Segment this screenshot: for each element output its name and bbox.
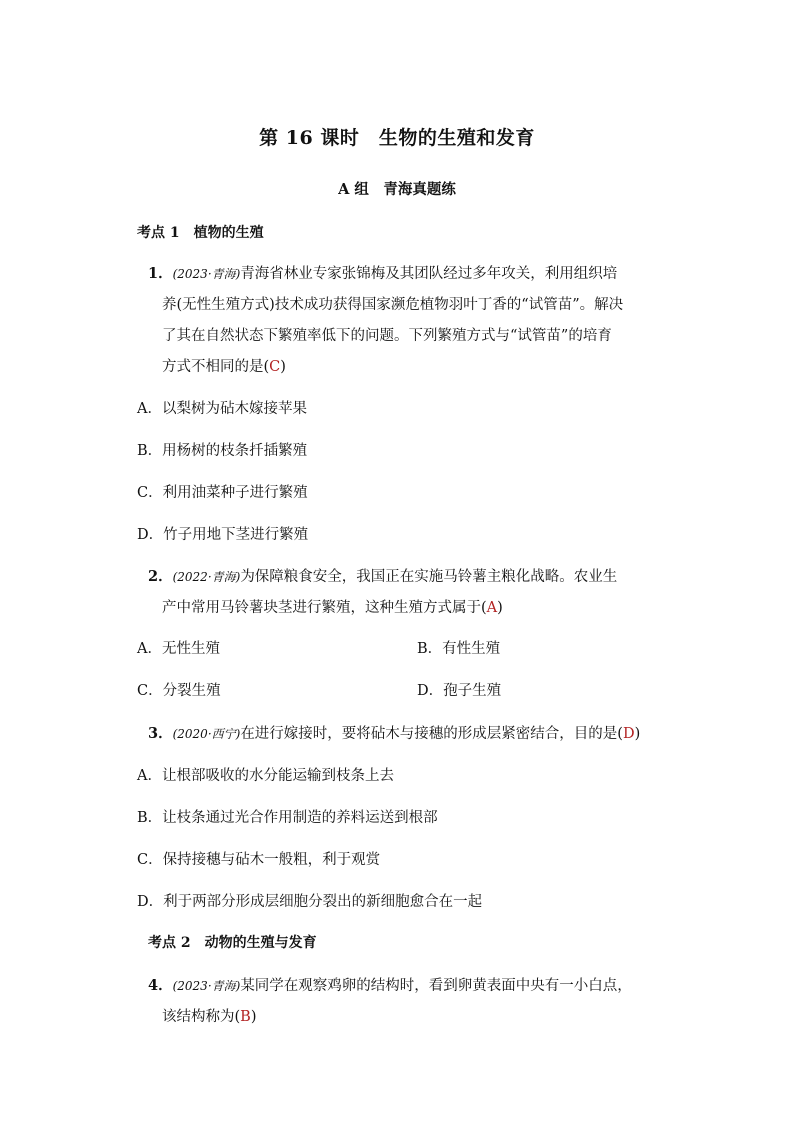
question-4-line-1 <box>148 974 632 995</box>
option-letter: D． <box>417 683 444 699</box>
option-text: 利于两部分形成层细胞分裂出的新细胞愈合在一起 <box>163 894 483 910</box>
answer-close: ) <box>497 600 503 616</box>
question-number: 2． <box>148 568 173 585</box>
question-text: 为保障粮食安全，我国正在实施马铃薯主粮化战略。农业生 <box>240 569 618 585</box>
option-c <box>137 679 221 700</box>
section-heading-2: 考点 2 动物的生殖与发育 <box>148 935 317 951</box>
group-title: A 组 青海真题练 <box>338 181 456 198</box>
question-1-line-2: 养(无性生殖方式)技术成功获得国家濒危植物羽叶丁香的“试管苗”。解决 <box>162 297 624 313</box>
answer-close: ) <box>634 726 641 742</box>
option-text: 有性生殖 <box>442 641 501 657</box>
option-d <box>417 679 501 700</box>
question-1-line-4 <box>162 355 286 376</box>
option-text: 用杨树的枝条扦插繁殖 <box>162 443 308 459</box>
option-letter: A． <box>137 768 162 784</box>
answer-letter: A <box>486 600 498 616</box>
option-text: 以梨树为砧木嫁接苹果 <box>161 401 307 417</box>
question-source: (2023·青海) <box>172 979 241 993</box>
option-text: 保持接穗与砧木一般粗，利于观赏 <box>162 852 381 868</box>
option-letter: B． <box>417 641 443 657</box>
option-letter: A． <box>137 641 162 657</box>
question-text: 方式不相同的是( <box>162 359 270 375</box>
option-letter: C． <box>137 852 163 868</box>
option-d <box>137 523 308 544</box>
option-letter: B． <box>137 443 163 459</box>
question-text: 在进行嫁接时，要将砧木与接穗的形成层紧密结合，目的是( <box>240 726 623 742</box>
question-1-line-3: 了其在自然状态下繁殖率低下的问题。下列繁殖方式与“试管苗”的培育 <box>162 328 612 344</box>
question-1-line-1 <box>148 262 617 283</box>
question-number: 1． <box>148 265 173 282</box>
option-a <box>137 397 307 418</box>
option-letter: D． <box>137 527 164 543</box>
option-text: 无性生殖 <box>161 641 220 657</box>
question-text: 产中常用马铃薯块茎进行繁殖，这种生殖方式属于( <box>162 600 487 616</box>
answer-letter: D <box>622 726 635 742</box>
option-text: 让枝条通过光合作用制造的养料运送到根部 <box>162 810 438 826</box>
option-letter: D． <box>137 894 164 910</box>
option-text: 分裂生殖 <box>162 683 221 699</box>
question-2-line-2 <box>162 596 503 617</box>
answer-close: ) <box>280 359 286 375</box>
question-text: 某同学在观察鸡卵的结构时，看到卵黄表面中央有一小白点， <box>240 978 632 994</box>
option-a <box>137 637 220 658</box>
question-4-line-2 <box>162 1005 257 1026</box>
question-2-line-1 <box>148 565 617 586</box>
question-source: (2020·西宁) <box>172 727 241 741</box>
option-b <box>137 806 438 827</box>
answer-letter: B <box>240 1009 251 1025</box>
question-number: 4． <box>148 977 173 994</box>
page-title: 第 16 课时 生物的生殖和发育 <box>259 127 535 149</box>
option-text: 让根部吸收的水分能运输到枝条上去 <box>161 768 394 784</box>
option-text: 孢子生殖 <box>443 683 502 699</box>
answer-letter: C <box>269 359 281 375</box>
option-b <box>417 637 500 658</box>
option-letter: C． <box>137 485 163 501</box>
option-text: 利用油菜种子进行繁殖 <box>162 485 308 501</box>
option-c <box>137 481 308 502</box>
section-heading-1: 考点 1 植物的生殖 <box>137 225 264 241</box>
option-letter: A． <box>137 401 162 417</box>
question-text: 该结构称为( <box>162 1009 241 1025</box>
option-a <box>137 764 394 785</box>
answer-close: ) <box>250 1009 257 1025</box>
option-text: 竹子用地下茎进行繁殖 <box>163 527 309 543</box>
option-d <box>137 890 482 911</box>
option-c <box>137 848 380 869</box>
option-letter: C． <box>137 683 163 699</box>
question-text: 青海省林业专家张锦梅及其团队经过多年攻关，利用组织培 <box>240 266 618 282</box>
option-b <box>137 439 307 460</box>
option-letter: B． <box>137 810 163 826</box>
question-source: (2022·青海) <box>172 570 241 584</box>
question-number: 3． <box>148 725 173 742</box>
question-source: (2023·青海) <box>172 267 241 281</box>
question-3-line-1 <box>148 722 640 743</box>
